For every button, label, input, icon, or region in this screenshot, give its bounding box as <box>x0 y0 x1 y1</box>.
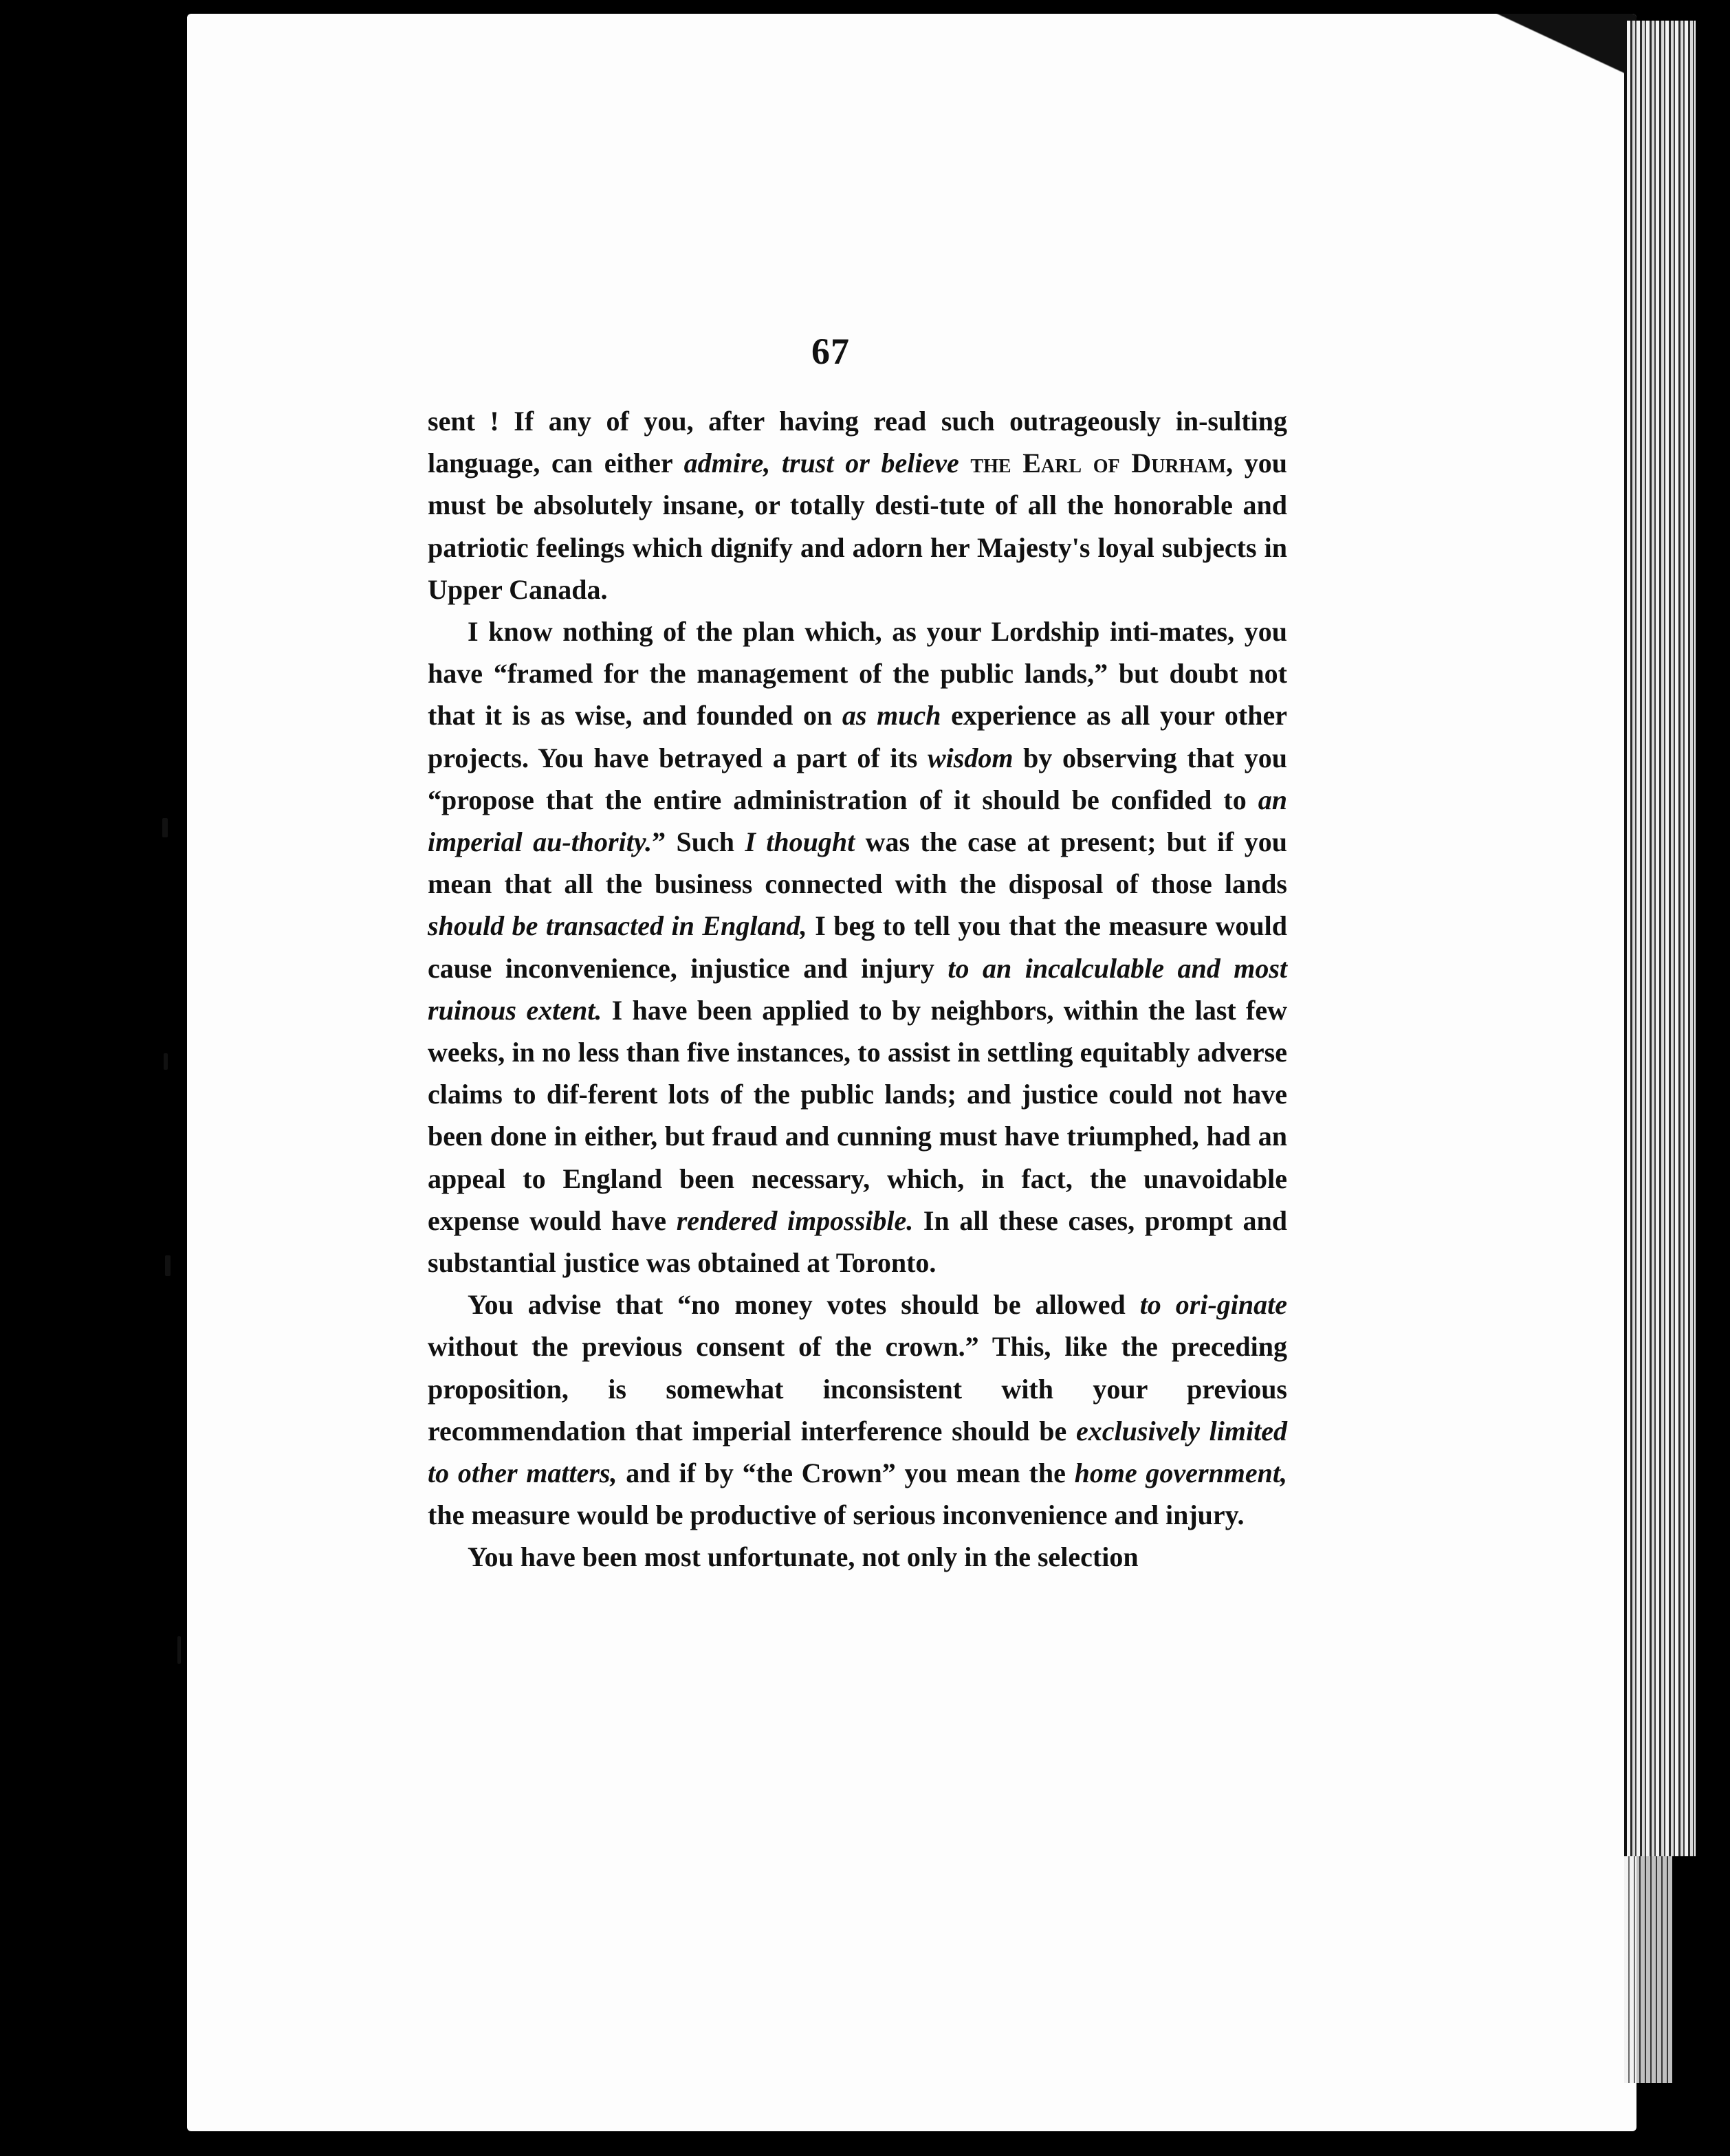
italic-run: should be transacted in England, <box>428 910 807 942</box>
paragraph <box>428 1536 1287 1578</box>
text-run: and if by “the Crown” you mean the <box>617 1458 1075 1489</box>
book-page-edges <box>1624 21 1696 1856</box>
italic-run: admire, trust or believe <box>683 448 959 479</box>
text-run: I beg to tell you that the measure would cause inconvenience, injustice and injury <box>428 910 1287 984</box>
text-run: I have been applied to by neighbors, within the last few weeks, in no less than five instances, to assist in settling equitably adverse claims to dif-ferent lots of the public lands; and justice could not have been done in either, but fraud and cunning must have triumphed, had an appeal to England been necessary, which, in fact, the unavoidable expense would have <box>428 994 1288 1236</box>
text-run: by observing that you “propose that the entire administration of it should be confided to <box>428 742 1288 815</box>
text-run: without the previous consent of the crown.” This, like the preceding proposition, is somewhat inconsistent with your previous recommendation that imperial interference should be <box>428 1331 1287 1446</box>
italic-run: rendered impossible. <box>676 1204 914 1236</box>
paragraph <box>428 1284 1287 1536</box>
italic-run: home government, <box>1074 1458 1287 1489</box>
text-run: was the case at present; but if you mean that all the business connected with the disposal of those lands <box>428 826 1287 900</box>
text-run <box>959 448 971 478</box>
paragraph <box>428 610 1287 1284</box>
text-run: the measure would be productive of serious inconvenience and injury. <box>428 1499 1245 1531</box>
text-run: ” Such <box>652 826 745 858</box>
text-run: experience as all your other projects. You have betrayed a part of its <box>428 700 1287 773</box>
margin-speck <box>177 1636 181 1664</box>
text-run: sent ! If any of you, after having read such outrageously in- <box>428 406 1208 437</box>
margin-speck <box>165 1255 171 1276</box>
italic-run: to an incalculable and most ruinous extent. <box>428 952 1288 1026</box>
italic-run: to ori-ginate <box>1139 1289 1287 1321</box>
body-text <box>428 400 1287 1578</box>
italic-run: I thought <box>745 826 855 858</box>
small-caps-run: the Earl of Durham, <box>970 448 1234 479</box>
book-page-edges-lower <box>1624 1856 1672 2083</box>
italic-run: as much <box>842 700 941 732</box>
text-run: you must be absolutely insane, or totally desti-tute of all the honorable and patriotic feelings which dignify and adorn her Majesty's loyal subjects in Upper Canada. <box>428 448 1288 605</box>
page-number: 67 <box>811 331 850 372</box>
text-run: You have been most unfortunate, not only in the selection <box>468 1541 1139 1573</box>
paragraph <box>428 400 1287 610</box>
text-run: I know nothing of the plan which, as your Lordship inti-mates, you have “framed for the management of the public lands,” but doubt not that it is as wise, and founded on <box>428 616 1287 732</box>
italic-run: an imperial au-thority. <box>428 784 1287 858</box>
italic-run: wisdom <box>927 742 1014 773</box>
italic-run: exclusively limited to other matters, <box>428 1415 1288 1489</box>
text-run: In all these cases, prompt and substantial justice was obtained at Toronto. <box>428 1204 1288 1279</box>
page-corner-curl <box>1492 14 1636 89</box>
margin-speck <box>162 818 168 837</box>
text-run: sulting language, can either <box>428 406 1287 479</box>
margin-speck <box>164 1053 168 1070</box>
text-run: You advise that “no money votes should be allowed <box>468 1289 1140 1321</box>
